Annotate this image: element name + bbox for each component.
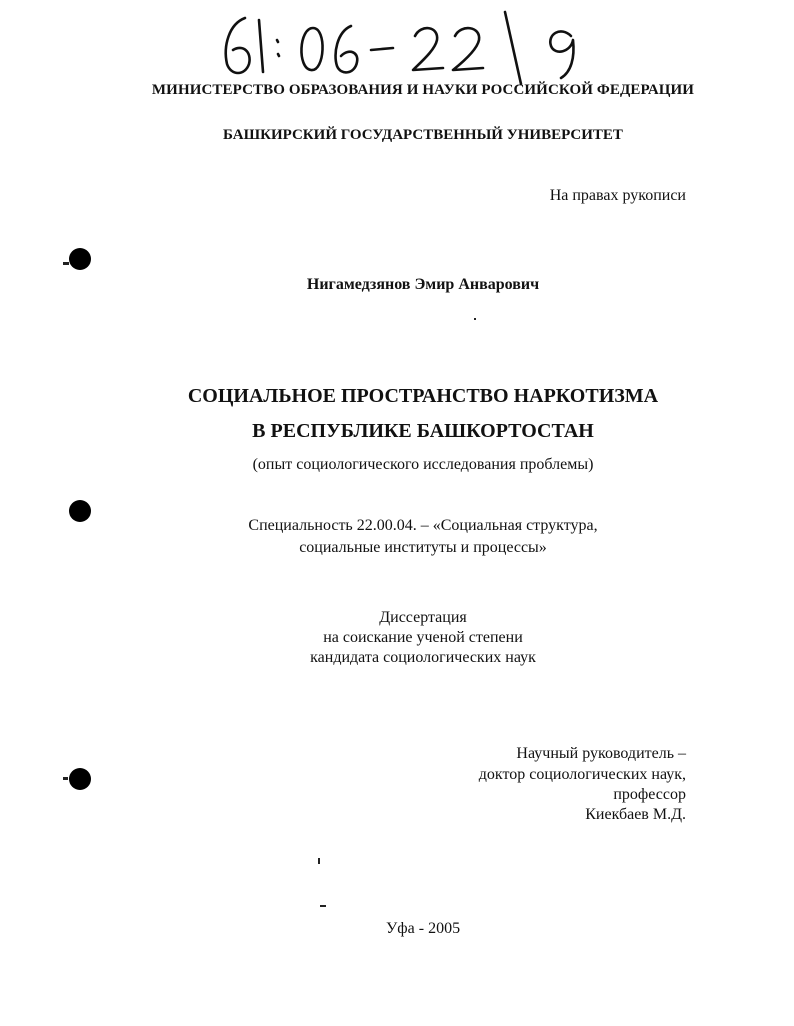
author-name: Нигамедзянов Эмир Анварович (306, 276, 540, 293)
advisor-degree: доктор социологических наук, (478, 766, 686, 783)
scan-speck (63, 262, 69, 265)
punch-hole (69, 500, 91, 522)
degree-name: кандидата социологических наук (310, 649, 536, 666)
advisor-name: Киекбаев М.Д. (585, 806, 686, 823)
advisor-title: профессор (613, 786, 686, 803)
thesis-title-line-1: СОЦИАЛЬНОЕ ПРОСТРАНСТВО НАРКОТИЗМА (187, 385, 659, 407)
dissertation-label: Диссертация (379, 609, 467, 626)
punch-hole (69, 768, 91, 790)
degree-purpose: на соискание ученой степени (323, 629, 523, 646)
punch-hole (69, 248, 91, 270)
manuscript-rights-note: На правах рукописи (549, 187, 686, 204)
scan-speck (474, 318, 476, 320)
specialty-line-1: Специальность 22.00.04. – «Социальная структура, (248, 517, 598, 534)
thesis-subtitle: (опыт социологического исследования проблемы) (252, 456, 594, 473)
thesis-title-line-2: В РЕСПУБЛИКЕ БАШКОРТОСТАН (252, 420, 594, 442)
advisor-role: Научный руководитель – (516, 745, 686, 762)
specialty-line-2: социальные институты и процессы» (299, 539, 547, 556)
scan-speck (320, 905, 326, 907)
university-name: БАШКИРСКИЙ ГОСУДАРСТВЕННЫЙ УНИВЕРСИТЕТ (223, 127, 623, 143)
handwritten-archive-code (215, 6, 615, 86)
ministry-name: МИНИСТЕРСТВО ОБРАЗОВАНИЯ И НАУКИ РОССИЙСКОЙ ФЕДЕРАЦИИ (151, 82, 695, 98)
city-year: Уфа - 2005 (385, 920, 461, 937)
scan-speck (318, 858, 320, 864)
scan-speck (63, 777, 68, 780)
